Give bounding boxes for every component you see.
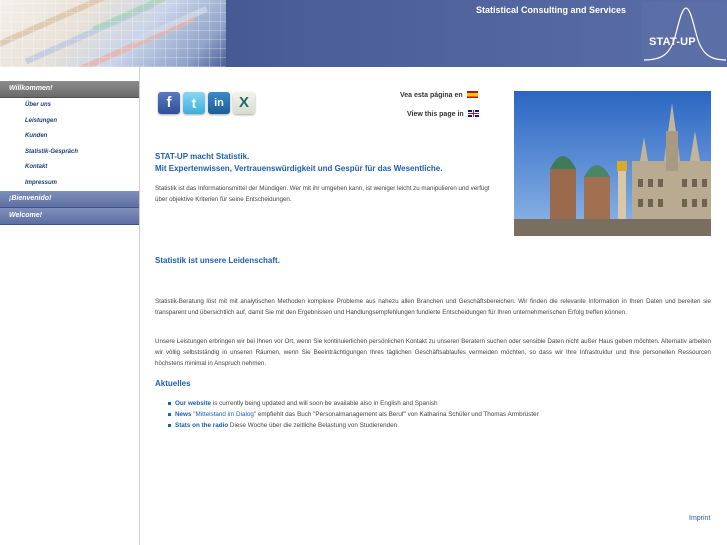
- news-link-website[interactable]: Our website: [175, 400, 212, 407]
- linkedin-icon[interactable]: in: [208, 92, 230, 114]
- language-english-label: View this page in: [407, 111, 464, 118]
- headline-line-2: Mit Expertenwissen, Vertrauenswürdigkeit und Gespür für das Wesentliche.: [155, 164, 443, 173]
- body-paragraph-2: Unsere Leistungen erbringen wir bei Ihnen vor Ort, wenn Sie kontinuierlichen persönlichen Kontakt zu unseren Beratern suchen oder sensible Daten nicht außer Haus geben möchten. Alternativ arbeiten wir völlig selbstständig in unseren Räumen, wenn Sie Beeinträchtigungen Ihres täglichen Geschäftsablaufes vermeiden möchten, so dass wir Ihre Infrastruktur und Ihre personellen Ressourcen höchstens minimal in Anspruch nehmen.: [155, 338, 711, 367]
- sidebar-item-leistungen[interactable]: Leistungen: [25, 117, 58, 124]
- imprint-link[interactable]: Imprint: [689, 515, 711, 522]
- sidebar-item-willkommen[interactable]: Willkommen!: [0, 81, 139, 98]
- news-link-news[interactable]: News: [175, 411, 192, 418]
- headline: [155, 151, 442, 175]
- news-link-mittelstand[interactable]: "Mittelstand im Dialog": [193, 411, 257, 418]
- sidebar-item-kunden[interactable]: Kunden: [25, 133, 48, 139]
- news-item: [175, 398, 539, 409]
- news-item: [175, 409, 539, 420]
- logo-text: STAT-UP: [649, 36, 696, 48]
- sidebar-item-bienvenido[interactable]: ¡Bienvenido!: [0, 191, 139, 208]
- news-list: [175, 398, 539, 431]
- headline-line-1: STAT-UP macht Statistik.: [155, 152, 250, 161]
- sidebar-item-ueber-uns[interactable]: Über uns: [25, 102, 52, 108]
- sidebar: [0, 67, 140, 545]
- header: [0, 0, 727, 67]
- facebook-icon[interactable]: f: [158, 92, 180, 114]
- body-paragraph-1: Statistik-Beratung löst mit mit analytischen Methoden komplexe Probleme aus nahezu allen Branchen und Geschäftsbereichen. Wir finden die relevante Information in Ihren Daten und bereiten sie transparent und übersichtlich auf, damit Sie mit den Ergebnissen und Handlungsempfehlungen fundierte Entscheidungen für Ihren unternehmerischen Erfolg treffen können.: [155, 298, 711, 316]
- sidebar-item-kontakt[interactable]: Kontakt: [25, 164, 48, 170]
- spain-flag-icon[interactable]: [467, 91, 478, 98]
- twitter-icon[interactable]: t: [183, 92, 205, 114]
- logo-curve-icon: [642, 2, 727, 65]
- sidebar-item-impressum[interactable]: Impressum: [25, 179, 58, 186]
- language-link-english[interactable]: [407, 110, 479, 118]
- news-link-radio[interactable]: Stats on the radio: [175, 422, 229, 429]
- logo[interactable]: [642, 2, 727, 65]
- news-text: empfiehlt das Buch "Personalmanagement als Beruf" von Katharina Schüler und Thomas Armbrüster: [256, 411, 539, 418]
- munich-city-photo: [514, 91, 711, 236]
- news-item: [175, 420, 539, 431]
- news-text: Diese Woche über die zeitliche Belastung von Studierenden: [228, 422, 398, 429]
- section-heading-passion: Statistik ist unsere Leidenschaft.: [155, 256, 280, 265]
- xing-icon[interactable]: X: [233, 92, 255, 114]
- header-photo: [0, 0, 226, 67]
- header-tagline: Statistical Consulting and Services: [476, 5, 627, 15]
- sidebar-item-welcome[interactable]: Welcome!: [0, 208, 139, 225]
- sidebar-item-statistik-gespraech[interactable]: Statistik-Gespräch: [25, 148, 79, 155]
- section-heading-aktuelles: Aktuelles: [155, 379, 191, 388]
- language-spanish-label: Vea esta página en: [400, 92, 463, 99]
- language-link-spanish[interactable]: [400, 91, 478, 99]
- uk-flag-icon[interactable]: [468, 110, 479, 117]
- intro-paragraph: Statistik ist das Informationsmittel der Mündigen. Wer mit ihr umgehen kann, ist weniger leicht zu manipulieren und verfügt über objektive Kriterien für seine Entscheidungen.: [155, 185, 490, 203]
- news-text: is currently being updated and will soon be available also in English and Spanish: [211, 400, 438, 407]
